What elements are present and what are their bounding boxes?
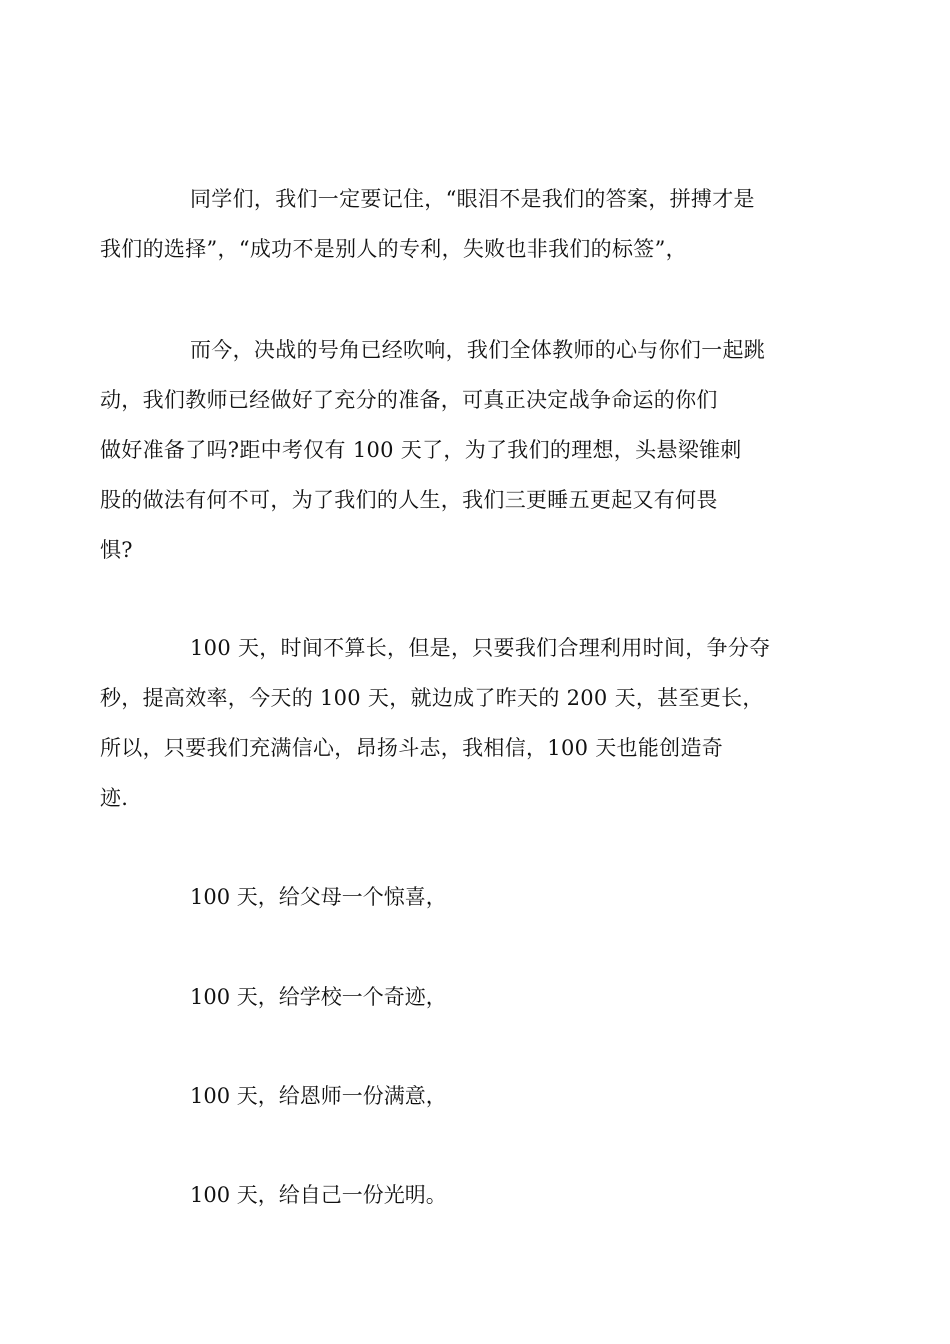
short-line-teachers: 100 天，给恩师一份满意，: [190, 1084, 447, 1108]
short-line-self: 100 天，给自己一份光明。: [190, 1183, 447, 1207]
short-line-parents: 100 天，给父母一个惊喜，: [190, 885, 447, 909]
paragraph-line: 惧?: [100, 538, 133, 562]
paragraph-line: 同学们，我们一定要记住，“眼泪不是我们的答案，拼搏才是: [190, 187, 755, 211]
paragraph-line: 做好准备了吗?距中考仅有 100 天了，为了我们的理想，头悬梁锥刺: [100, 438, 742, 462]
paragraph-hundred-days: [100, 623, 825, 823]
paragraph-line: 股的做法有何不可，为了我们的人生，我们三更睡五更起又有何畏: [100, 488, 718, 512]
paragraph-line: 我们的选择”，“成功不是别人的专利，失败也非我们的标签”，: [100, 237, 687, 261]
paragraph-line: 动，我们教师已经做好了充分的准备，可真正决定战争命运的你们: [100, 388, 718, 412]
short-line-school: 100 天，给学校一个奇迹，: [190, 985, 447, 1009]
paragraph-line: 所以，只要我们充满信心，昂扬斗志，我相信，100 天也能创造奇: [100, 736, 724, 760]
paragraph-line: 秒，提高效率，今天的 100 天，就边成了昨天的 200 天，甚至更长，: [100, 686, 764, 710]
paragraph-line: 而今，决战的号角已经吹响，我们全体教师的心与你们一起跳: [190, 338, 766, 362]
paragraph-battle: [100, 325, 825, 575]
paragraph-line: 100 天，时间不算长，但是，只要我们合理利用时间，争分夺: [190, 636, 771, 660]
paragraph-line: 迹.: [100, 786, 129, 810]
paragraph-pledge: [100, 174, 825, 274]
